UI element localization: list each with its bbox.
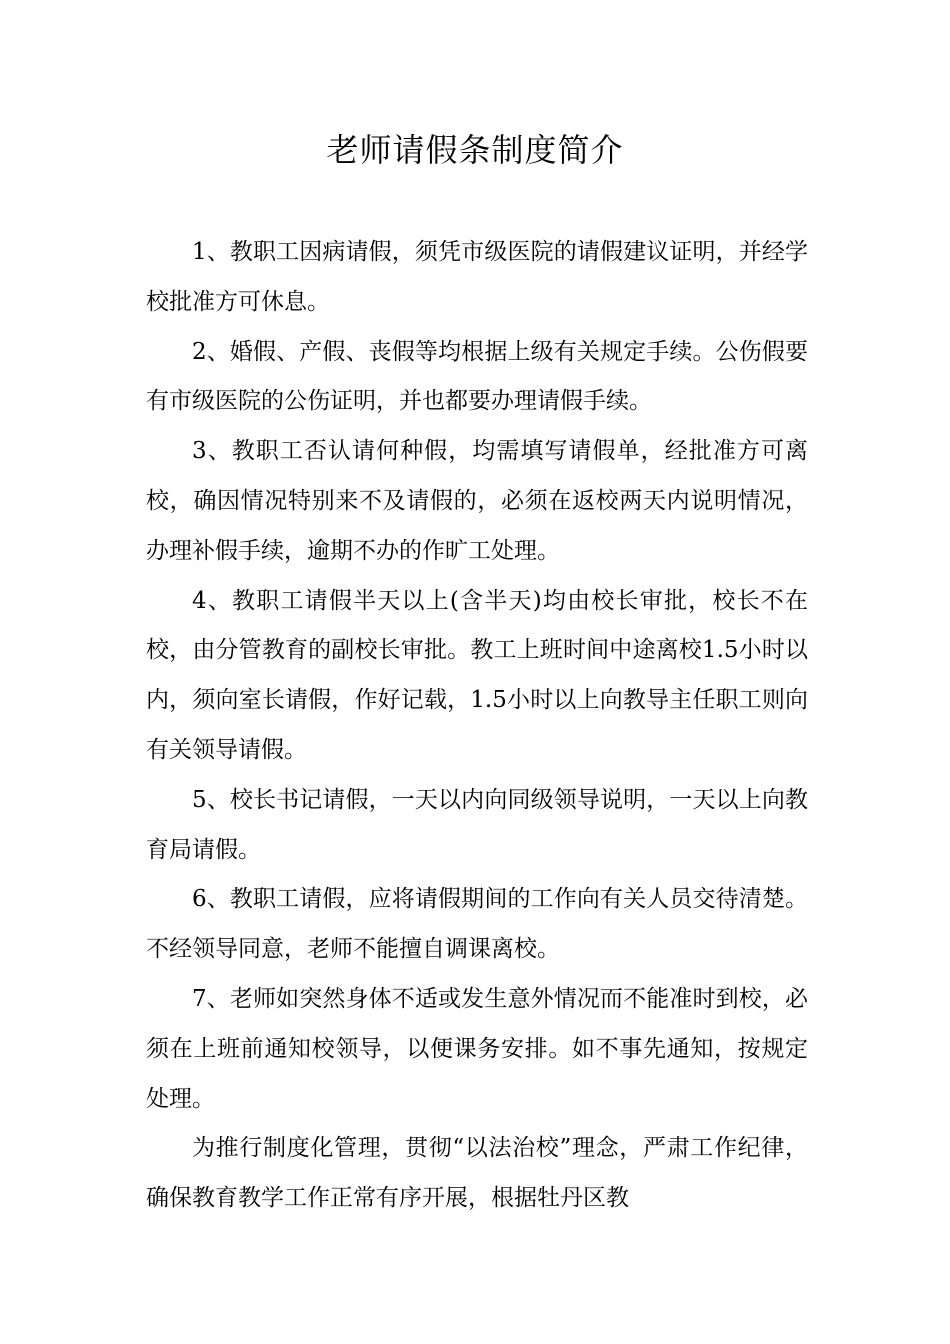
paragraph-8: 为推行制度化管理，贯彻“以法治校”理念，严肃工作纪律，确保教育教学工作正常有序开展，根据牡丹区教: [146, 1135, 808, 1212]
document-body: [146, 228, 808, 1224]
paragraph-7: 7、老师如突然身体不适或发生意外情况而不能准时到校，必须在上班前通知校领导，以便课务安排。如不事先通知，按规定处理。: [146, 985, 808, 1112]
paragraph-4: 4、教职工请假半天以上(含半天)均由校长审批，校长不在校，由分管教育的副校长审批。教工上班时间中途离校1.5小时以内，须向室长请假，作好记载，1.5小时以上向教导主任职工则向有关领导请假。: [146, 587, 808, 763]
paragraph-3: 3、教职工否认请何种假，均需填写请假单，经批准方可离校，确因情况特别来不及请假的，必须在返校两天内说明情况，办理补假手续，逾期不办的作旷工处理。: [146, 438, 808, 564]
paragraph-1: 1、教职工因病请假，须凭市级医院的请假建议证明，并经学校批准方可休息。: [146, 239, 808, 315]
paragraph-2: 2、婚假、产假、丧假等均根据上级有关规定手续。公伤假要有市级医院的公伤证明，并也都要办理请假手续。: [146, 338, 808, 415]
paragraph-5: 5、校长书记请假，一天以内向同级领导说明，一天以上向教育局请假。: [146, 786, 808, 863]
document-title: 老师请假条制度简介: [326, 131, 624, 169]
paragraph-6: 6、教职工请假，应将请假期间的工作向有关人员交待清楚。不经领导同意，老师不能擅自调课离校。: [146, 886, 808, 963]
